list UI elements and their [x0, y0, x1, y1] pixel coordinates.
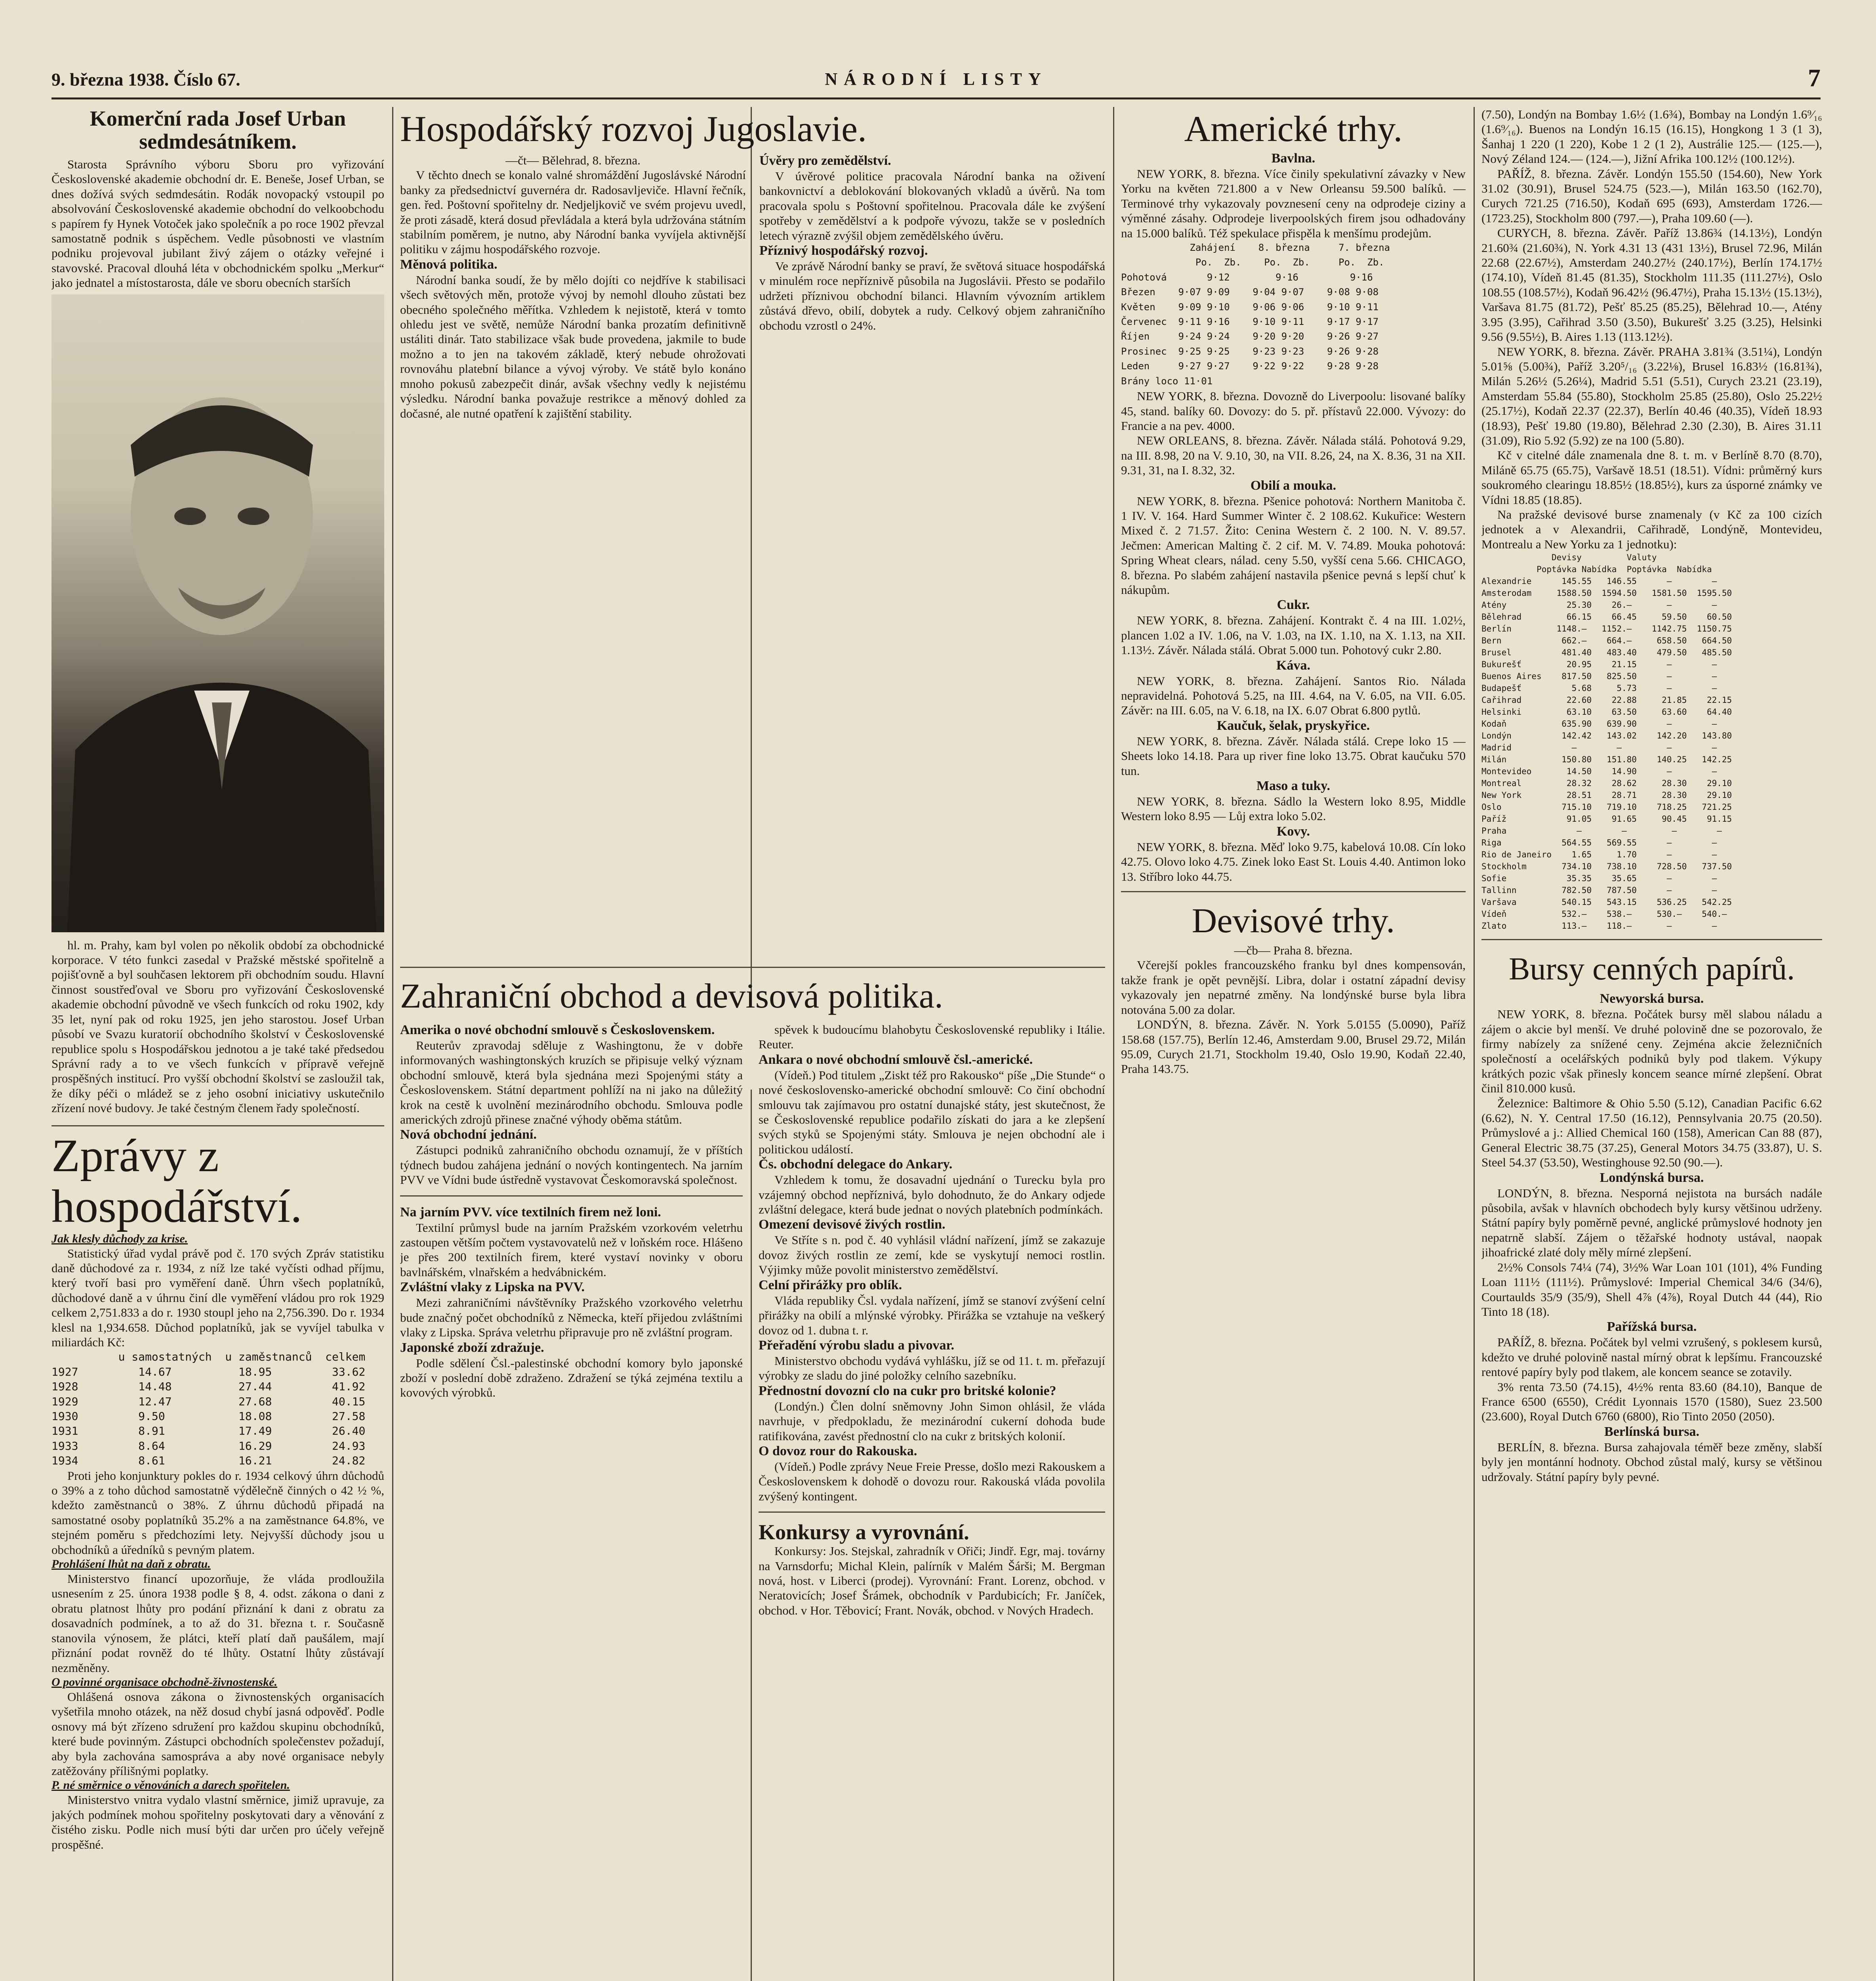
column-1	[51, 107, 384, 1981]
page-header	[51, 63, 1821, 95]
article-text: BERLÍN, 8. března. Bursa zahajovala téměř beze změny, slabší byly jen montánní hodnoty. Obchod zůstal malý, kursy se většinou udržovaly. Státní papíry byly pevné.	[1481, 1440, 1822, 1484]
article-text: (Vídeň.) Podle zprávy Neue Freie Presse, došlo mezi Rakouskem a Československem k dohodě o dovozu rour. Rakouská vláda povolila zvýšený kontingent.	[759, 1459, 1105, 1503]
fx-table-row: Vídeň 532.— 538.— 530.— 540.—	[1481, 909, 1727, 919]
subheading: Úvěry pro zemědělství.	[759, 153, 891, 168]
fx-table-row: Rio de Janeiro 1.65 1.70 — —	[1481, 850, 1717, 860]
subheading: Celní přirážky pro oblík.	[759, 1277, 902, 1292]
subheading: Maso a tuky.	[1256, 779, 1331, 794]
fx-table-header: Poptávka Nabídka Poptávka Nabídka	[1481, 565, 1712, 574]
fx-table-row: New York 28.51 28.71 28.30 29.10	[1481, 790, 1732, 800]
item-text: Proti jeho konjunktury pokles do r. 1934 celkový úhrn důchodů o 39% a z toho důchod samostatně výdělečně činných o 42 ½ %, kdežto zaměstnanců o 38%. Z úhrnu důchodů připadá na samostatné osoby poplatníků 35.2% a na zaměstnance 64.8%, ve stejném poměru s předchozími lety. Nejvyšší důchody jsou u obchodníků a úředníků s pevným platem.	[51, 1468, 384, 1557]
article-text: (Vídeň.) Pod titulem „Ziskt též pro Rakousko“ píše „Die Stunde“ o nové československo-americké obchodní smlouvě: Co činí obchodní smlouvu tak zajímavou pro ostatní dunajské státy, jest skutečnost, že se Československé republice podařilo získati do jara a ke zlepšení svých styků se Spojenými státy. Smlouva je nejen obchodní ale i politickou událostí.	[759, 1068, 1105, 1156]
fx-table-row: Oslo 715.10 719.10 718.25 721.25	[1481, 802, 1732, 812]
cotton-table-row: Pohotová 9·12 9·16 9·16	[1121, 271, 1373, 283]
income-table-header: u samostatných u zaměstnanců celkem	[51, 1350, 366, 1364]
subheading: Přednostní dovozní clo na cukr pro britské kolonie?	[759, 1383, 1056, 1398]
article-text: V úvěrové politice pracovala Národní banka na oživení bankovnictví a deblokování blokovaných vkladů a úvěrů. Na tom pracovala spolu s Poštovní spořitelnou. Pracovala dále ke zvýšení spotřeby v zemědělství a k podpoře vývozu, takže se v posledních letech výrazně zvýšil objem zemědělského úvěru.	[759, 169, 1105, 242]
article-text: NEW YORK, 8. března. Zahájení. Kontrakt č. 4 na III. 1.02½, plancen 1.02 a IV. 1.06, na V. 1.03, na IX. 1.10, na X. 1.13, na XII. 1.13½. Závěr. Nálada stálá. Obrat 5.000 tun. Pohotový cukr 2.80.	[1121, 613, 1466, 657]
article-text: NEW ORLEANS, 8. března. Závěr. Nálada stálá. Pohotová 9.29, na III. 8.98, 20 na V. 9.10, 30, na VII. 8.26, 24, na X. 8.36, 31 na XII. 9.31, 31, na I. 8.32, 32.	[1121, 433, 1466, 477]
column-5	[1481, 107, 1822, 1981]
dateline: —čt— Bělehrad, 8. března.	[505, 153, 641, 167]
article-title: Bursy cenných papírů.	[1508, 952, 1795, 987]
fx-table-row: Helsinki 63.10 63.50 63.60 64.40	[1481, 707, 1732, 717]
article-text: Reuterův zpravodaj sděluje z Washingtonu, že v dobře informovaných washingtonských kruzích se připisuje velký význam obchodní smlouvě, která byla sjednána mezi Spojenými státy a Československem. Státní department pohlíží na ni jako na důležitý krok na cestě k uvolnění mezinárodního obchodu. Smlouva podle amerických zdrojů přinese značné výhody oběma státům.	[400, 1038, 743, 1127]
article-text: Ve zprávě Národní banky se praví, že světová situace hospodářská v minulém roce nepříznivě působila na Jugoslávii. Přesto se podařilo udržeti příznivou obchodní bilanci. Hlavním vývozním artiklem zůstává dřevo, obilí, dobytek a rudy. Celkový objem zahraničního obchodu vzrostl o 24%.	[759, 259, 1105, 332]
article-text: Národní banka soudí, že by mělo dojíti co nejdříve k stabilisaci všech světových měn, protože vývoj by nemohl dlouho zůstati bez obecného společného měřítka. Vzhledem k nejistotě, která v tomto ohledu jest ve světě, nemůže Národní banka prozatím definitivně ustáliti dinár. Tato stabilizace však bude provedena, jakmile to bude možno a to jen na takovém základě, který nebude ohrožovati rovnováhu platební bilance a vývoj výroby. Ve státě bylo konáno mnoho pokusů zabezpečit dinár, avšak všechny vedly k nejistému výsledku. Národní banka považuje restrikce a měnový dohled za dočasné, ale nutné opatření k zajištění stability.	[400, 273, 746, 420]
article-title: Hospodářský rozvoj Jugoslavie.	[400, 109, 867, 149]
jugoslavie-left	[400, 153, 746, 421]
fx-table-row: Montreal 28.32 28.62 28.30 29.10	[1481, 779, 1732, 788]
income-table-row: 1931 8.91 17.49 26.40	[51, 1424, 366, 1438]
article-text: NEW YORK, 8. března. Měď loko 9.75, kabelová 10.08. Cín loko 42.75. Olovo loko 4.75. Zinek loko East St. Louis 4.40. Antimon loko 13. Stříbro loko 44.75.	[1121, 840, 1466, 884]
cotton-table-header: Po. Zb. Po. Zb. Po. Zb.	[1121, 257, 1384, 268]
cotton-table-row: Květen 9·09 9·10 9·06 9·06 9·10 9·11	[1121, 301, 1379, 313]
income-table-row: 1934 8.61 16.21 24.82	[51, 1454, 366, 1468]
fx-table-row: Alexandrie 145.55 146.55 — —	[1481, 576, 1717, 586]
column-divider	[1474, 107, 1475, 1981]
fx-table-row: Paříž 91.05 91.65 90.45 91.15	[1481, 814, 1732, 824]
article-text: Vzhledem k tomu, že dosavadní ujednání o Turecku byla pro vzájemný obchod nepříznivá, bylo dohodnuto, že do Ankary odjede zvláštní delegace, která bude jednat o nových platebních podmínkách.	[759, 1173, 1105, 1217]
subheading: Cukr.	[1277, 597, 1310, 613]
section-title: Zprávy z hospodářství.	[51, 1129, 302, 1232]
cotton-table-row: Brány loco 11·01	[1121, 375, 1213, 387]
column-3	[759, 1022, 1105, 1981]
article-text: Zástupci podniků zahraničního obchodu oznamují, že v příštích týdnech budou zahájena jednání o nových kontingentech. Na jarním PVV ve Vídni bude ústředně vystavovat Českomoravská společnost.	[400, 1143, 743, 1187]
article-text: V těchto dnech se konalo valné shromáždění Jugoslávské Národní banky za předsednictví guvernéra dr. Radosavljeviče. Hlavní řečník, gen. řed. Poštovní spořitelny dr. Nedjeljkovič ve svém projevu uvedl, že proti zásadě, která dosud převládala a která byla udržována státním stabilním poměrem, je nutno, aby Národní banka vyvíjela aktivnější politiku v zájmu hospodářského rozvoje.	[400, 168, 746, 256]
article-text: Včerejší pokles francouzského franku byl dnes kompensován, takže frank je opět pevnější. Libra, dolar i ostatní západní devisy vykazovaly jen nepatrné změny. Na londýnské burse byla libra notována 5.00 za dolar.	[1121, 958, 1466, 1017]
subheading: Měnová politika.	[400, 257, 498, 272]
section-divider	[1481, 939, 1822, 940]
subheading: Příznivý hospodářský rozvoj.	[759, 243, 928, 258]
article-text: (7.50), Londýn na Bombay 1.6½ (1.6¾), Bombay na Londýn 1.6⁹⁄₁₆ (1.6⁹⁄₁₆). Buenos na Londýn 16.15 (16.15), Hongkong 1 3 (1 3), Šanhaj 1 220 (1 220), Kobe 1 2 (1 2), Austrálie 125.— (125.—), Nový Zéland 124.— (124.—), Jižní Afrika 100.12½ (100.12½).	[1481, 107, 1822, 166]
fx-table-header: Devisy Valuty	[1481, 553, 1657, 563]
subheading: Konkursy a vyrovnání.	[759, 1520, 969, 1544]
article-text: Ve Stříte s n. pod č. 40 vyhlásil vládní nařízení, jímž se zakazuje dovoz živých rostlin ze zemí, kde se vyskytují nemoci rostlin. Výjimky může povolit ministerstvo zemědělství.	[759, 1233, 1105, 1277]
item-title: O povinné organisace obchodně-živnostenské.	[51, 1675, 277, 1689]
article-text: NEW YORK, 8. března. Počátek bursy měl slabou náladu a zájem o akcie byl menší. Ve druhé polovině dne se pozorovalo, že firmy nabízely za snížené ceny. Zejména akcie železničních společností a ocelářských podniků byly pod tlakem. Výkupy krátkých pozic však přinesly koncem seance mírné zlepšení. Obrat činil 810.000 kusů.	[1481, 1007, 1822, 1095]
subheading: Omezení devisové živých rostlin.	[759, 1217, 946, 1232]
cotton-table-row: Říjen 9·24 9·24 9·20 9·20 9·26 9·27	[1121, 331, 1379, 342]
article-text: PAŘÍŽ, 8. března. Závěr. Londýn 155.50 (154.60), New York 31.02 (30.91), Brusel 524.75 (523.—), Milán 163.50 (162.70), Curych 721.25 (716.50), Kodaň 695 (693), Amsterdam 1726.— (1723.25), Stockholm 800 (797.—), Praha 109.60 (—).	[1481, 166, 1822, 225]
fx-table-row: Sofie 35.35 35.65 — —	[1481, 874, 1717, 884]
subheading: Přeřadění výrobu sladu a pivovar.	[759, 1338, 955, 1353]
subheading: Zvláštní vlaky z Lipska na PVV.	[400, 1280, 585, 1295]
income-table-row: 1929 12.47 27.68 40.15	[51, 1395, 366, 1408]
fx-table-row: Madrid — — — —	[1481, 743, 1717, 753]
subheading: Japonské zboží zdražuje.	[400, 1340, 544, 1355]
fx-table-row: Bělehrad 66.15 66.45 59.50 60.50	[1481, 612, 1732, 622]
fx-table-row: Cařihrad 22.60 22.88 21.85 22.15	[1481, 695, 1732, 705]
jugoslavie-article	[400, 107, 1105, 1008]
fx-table-body	[1481, 575, 1822, 932]
subheading: Newyorská bursa.	[1600, 991, 1704, 1006]
article-text: NEW YORK, 8. března. Více činily spekulativní závazky v New Yorku na květen 721.800 a v New Orleansu 59.500 balíků. — Terminové trhy vykazovaly povznesení ceny na odprodeje ciziny a výměnné zásahy. Odprodeje liverpoolských firem jsou odhadovány na 15.000 balíků. Též spekulace přispěla k menšímu prodejům.	[1121, 167, 1466, 240]
column-divider	[751, 1090, 752, 1981]
section-divider	[400, 967, 1105, 968]
subheading: Bavlna.	[1271, 151, 1315, 166]
fx-table-row: Londýn 142.42 143.02 142.20 143.80	[1481, 731, 1732, 741]
subheading: Obilí a mouka.	[1250, 478, 1336, 493]
section-divider	[51, 1125, 384, 1126]
dateline: —čb— Praha 8. března.	[1234, 943, 1353, 958]
article-text: 3% renta 73.50 (74.15), 4½% renta 83.60 (84.10), Banque de France 6500 (6550), Crédit Lyonnais 1570 (1580), Suez 23.500 (23.600), Royal Dutch 6760 (6800), Rio Tinto 2050 (2050).	[1481, 1380, 1822, 1424]
income-table-row: 1930 9.50 18.08 27.58	[51, 1410, 366, 1423]
column-divider	[392, 107, 393, 1981]
article-text: Kč v citelné dále znamenala dne 8. t. m. v Berlíně 8.70 (8.70), Miláně 65.75 (65.75), Varšavě 18.51 (18.51). Vídni: průměrný kurs soukromého clearingu 18.85½ (18.85½), kurs za úsporné známky ve Vídni 18.85 (18.85).	[1481, 448, 1822, 507]
fx-table-row: Varšava 540.15 543.15 536.25 542.25	[1481, 897, 1732, 907]
subheading: Na jarním PVV. více textilních firem než loni.	[400, 1204, 661, 1220]
article-title: sedmdesátníkem.	[139, 130, 297, 153]
jugoslavie-right	[759, 153, 1105, 421]
fx-table-row: Milán 150.80 151.80 140.25 142.25	[1481, 755, 1732, 765]
subheading: Ankara o nové obchodní smlouvě čsl.-americké.	[759, 1052, 1033, 1067]
cotton-table-row: Leden 9·27 9·27 9·22 9·22 9·28 9·28	[1121, 361, 1379, 372]
fx-table-row: Berlín 1148.— 1152.— 1142.75 1150.75	[1481, 624, 1732, 634]
article-text: NEW YORK, 8. března. Sádlo la Western loko 8.95, Middle Western loko 8.95 — Lůj extra loko 5.02.	[1121, 794, 1466, 823]
fx-table-row: Tallinn 782.50 787.50 — —	[1481, 886, 1717, 895]
article-intro: Starosta Správního výboru Sboru pro vyřizování Československé akademie obchodní dr. E. Beneše, Josef Urban, se dnes dožívá svých sedmdesátin. Rodák novopacký vstoupil po absolvování Československé akademie obchodní do velkoobchodu s papírem fy Hynek Votoček jako společník a po roce 1902 převzal samostatně podnik s úspěchem. Vedle působnosti ve vlastním podniku projevoval jubilant živý zájem o otázky veřejné i stavovské. Pracoval dlouhá léta v obchodnickém spolku „Merkur“ jako jednatel a místostarosta, dále ve sboru obecních starších	[51, 157, 384, 290]
article-text: PAŘÍŽ, 8. března. Počátek byl velmi vzrušený, s poklesem kursů, kdežto ve druhé polovině nastal mírný obrat k lepšímu. Francouzské rentové papíry byly pod tlakem, ale koncem seance se zotavily.	[1481, 1335, 1822, 1379]
fx-table-row: Bern 662.— 664.— 658.50 664.50	[1481, 636, 1732, 646]
article-text: NEW YORK, 8. března. Zahájení. Santos Rio. Nálada nepravidelná. Pohotová 5.25, na III. 4.64, na V. 6.05, na VII. 6.05. Závěr: na III. 6.05, na V. 6.18, na IX. 6.07 Obrat 6.800 pytlů.	[1121, 674, 1466, 718]
subheading: Káva.	[1276, 658, 1310, 673]
article-text: (Londýn.) Člen dolní sněmovny John Simon ohlásil, že vláda navrhuje, v předpokladu, že mezinárodní cukerní dohoda bude ratifikována, zavést přednostní clo na cukr z britských kolonií.	[759, 1399, 1105, 1443]
article-text: LONDÝN, 8. března. Nesporná nejistota na bursách nadále působila, avšak v hlavních obchodech byly kursy většinou udrženy. Státní papíry byly poměrně pevné, anglické průmyslové hodnoty jen nepatrně slabší. Zájem o těžařské hodnoty ustával, naopak jihoafrické zlaté doly měly mírné zlepšení.	[1481, 1186, 1822, 1260]
fx-table-row: Riga 564.55 569.55 — —	[1481, 838, 1717, 848]
item-text: Ministerstvo vnitra vydalo vlastní směrnice, jimiž upravuje, za jakých podmínek mohou spořitelny poskytovati dary a věnování z čistého zisku. Podle nich musí býti dar určen pro účely veřejně prospěšné.	[51, 1793, 384, 1851]
masthead: NÁRODNÍ LISTY	[825, 69, 1047, 89]
item-text: Ohlášená osnova zákona o živnostenských organisacích vyšetřila mnoho otázek, na něž dosud chybí jasná odpověď. Podle osnovy má být zřízeno sdružení pro každou skupinu obchodníků, které bude povinným. Zástupci obchodních společenstev požadují, aby byla zachována samospráva a aby nové organisace nebyly zatěžovány přílišnými poplatky.	[51, 1689, 384, 1778]
column-divider	[1113, 107, 1114, 1981]
item-text: Ministerstvo financí upozorňuje, že vláda prodloužila usnesením z 25. února 1938 podle § 8, 4. odst. zákona o dani z obratu platnost lhůty pro podání přiznání k dani z obratu za dosavadních podmínek, a to až do 31. března t. r. Současně stanovila výnosem, že plátci, kteří platí daň paušálem, mají přiznání podat rovněž do té lhůty. Ostatní lhůty zůstávají nezměněny.	[51, 1572, 384, 1675]
table-caption: Na pražské devisové burse znamenaly (v Kč za 100 cizích jednotek a v Alexandrii, Cařihradě, Londýně, Montevideu, Montrealu a New Yorku za 1 jednotku):	[1481, 507, 1822, 551]
section-divider	[759, 1512, 1105, 1513]
issue-date: 9. března 1938. Číslo 67.	[51, 69, 240, 90]
article-text: Textilní průmysl bude na jarním Pražském vzorkovém veletrhu zastoupen větším počtem vystavovatelů než v loňském roce. Hlášeno je přes 200 textilních firem, které vystaví novinky v oboru bavlnářském, vlnařském a hedvábnickém.	[400, 1220, 743, 1279]
page-number: 7	[1808, 64, 1821, 92]
article-text: Konkursy: Jos. Stejskal, zahradník v Ořiči; Jindř. Egr, maj. továrny na Varnsdorfu; Michal Klein, palírník v Malém Šárši; M. Bergman nová, host. v Liberci (prodej). Vyrovnání: Frant. Lorenz, obchod. v Neratovicích; Josef Šrámek, obchodník v Pardubicích; Fr. Janíček, obchod. v Hor. Těbovicí; Frant. Novák, obchod. v Nových Hradech.	[759, 1544, 1105, 1617]
article-title: Komerční rada Josef Urban	[90, 107, 346, 130]
fx-table-row: Praha — — — —	[1481, 826, 1722, 836]
article-text: NEW YORK, 8. března. Závěr. Nálada stálá. Crepe loko 15 — Sheets loko 14.18. Para up river fine loko 13.75. Obrat kaučuku 570 tun.	[1121, 734, 1466, 778]
subheading: Čs. obchodní delegace do Ankary.	[759, 1157, 953, 1172]
fx-table-row: Stockholm 734.10 738.10 728.50 737.50	[1481, 862, 1732, 872]
subheading: Berlínská bursa.	[1604, 1424, 1699, 1439]
article-text: CURYCH, 8. března. Závěr. Paříž 13.86¾ (14.13½), Londýn 21.60¾ (21.60¾), N. York 4.31 13 (431 13½), Brusel 72.96, Milán 22.68 (22.67½), Amsterdam 240.27½ (240.17½), Berlín 174.17½ (174.10), Vídeň 81.45 (81.35), Stockholm 111.35 (111.27½), Oslo 108.55 (108.57½), Kodaň 96.42½ (96.47½), Praha 15.13½ (15.13½), Varšava 81.75 (81.72), Pešť 85.25 (85.25), Bělehrad 10.—, Atény 3.95 (3.95), Cařihrad 3.50 (3.50), Bukurešť 3.25 (3.25), Helsinki 9.56 (9.55½), B. Aires 1.13 (113.12½).	[1481, 226, 1822, 344]
cotton-table-header: Zahájení 8. března 7. března	[1121, 242, 1390, 254]
article-body: hl. m. Prahy, kam byl volen po několik období za obchodnické korporace. V této funkci zasedal v Pražské městské spořitelně a pojišťovně a byl souhčasen lektorem při obchodním soudu. Hlavní činnost soustřeďoval ve Sboru pro vyřizování Československé akademie obchodní původně ve všech funkcích od roku 1902, kdy 35 let, nyní pak od roku 1925, jen jeho starostou. Josef Urban působí ve Svazu kuratorií obchodního školství v Československé republice spolu s Hospodářskou jednotou a je také také předsedou Správní rady a to ve všech funkcích v přípravě veřejně prospěšných institucí. Pro vyšší obchodní školství se zasloužil tak, že díky péči o mládež se z jeho osobní iniciativy uskutečnilo zřízení nové budovy. Je také čestným členem řady společností.	[51, 938, 384, 1115]
portrait-photo	[51, 294, 384, 932]
cotton-table-row: Březen 9·07 9·09 9·04 9·07 9·08 9·08	[1121, 286, 1379, 298]
fx-table-row: Amsterodam 1588.50 1594.50 1581.50 1595.50	[1481, 588, 1732, 598]
item-title: Prohlášení lhůt na daň z obratu.	[51, 1557, 211, 1571]
article-text: Podle sdělení Čsl.-palestinské obchodní komory bylo japonské zboží v poslední době zdraženo. Zdražení se týká zejména textilu a kovových výrobků.	[400, 1356, 743, 1400]
column-4	[1121, 107, 1466, 1981]
subheading: Kaučuk, šelak, pryskyřice.	[1216, 718, 1370, 733]
header-rule	[51, 97, 1821, 99]
fx-table-row: Zlato 113.— 118.— — —	[1481, 921, 1717, 931]
article-title: Americké trhy.	[1184, 109, 1403, 149]
income-table-row: 1927 14.67 18.95 33.62	[51, 1365, 366, 1378]
article-text: NEW YORK, 8. března. Dovozně do Liverpoolu: lisované balíky 45, stand. balíky 60. Dovozy: do 5. př. přístavů 22.000. Vývozy: do Francie a na pev. 4000.	[1121, 389, 1466, 433]
article-text: NEW YORK, 8. března. Závěr. PRAHA 3.81¾ (3.51¼), Londýn 5.01⅝ (5.00¾), Paříž 3.20⁵/₁₆ (3.22⅛), Brusel 16.83½ (16.81¾), Milán 5.26½ (5.26¼), Madrid 5.51 (5.51), Curych 23.21 (23.19), Amsterdam 55.84 (55.80), Stockholm 25.85 (25.80), Oslo 25.22½ (25.17½), Kodaň 22.37 (22.37), Berlín 40.46 (40.35), Vídeň 18.93 (18.93), Pešť 19.80 (19.80), Bělehrad 2.30 (2.30), B. Aires 31.11 (31.09), Rio 5.92 (5.92) ze na 100 (5.80).	[1481, 344, 1822, 447]
fx-table-row: Kodaň 635.90 639.90 — —	[1481, 719, 1717, 729]
item-title: P. né směrnice o věnováních a darech spořitelen.	[51, 1779, 290, 1792]
article-text: 2½% Consols 74¼ (74), 3½% War Loan 101 (101), 4% Funding Loan 111½ (111½). Průmyslové: Imperial Chemical 34/6 (34/6), Courtaulds 35/9 (35/9), Shell 4⅞ (4⅞), Royal Dutch 44 (44), Rio Tinto 18 (18).	[1481, 1260, 1822, 1319]
item-title: Jak klesly důchody za krise.	[51, 1232, 188, 1245]
item-text: Statistický úřad vydal právě pod č. 170 svých Zpráv statistiku daně důchodové za r. 1934, z níž lze také vyčísti odhad příjmu, který tvoří basi pro vyměření daně. Úhrn všech poplatníků, důchodové daně a v úhrnu činí dle vyměření vládou pro rok 1929 celkem 2,751.833 a do r. 1930 stoupl jeho na 2,756.390. Do r. 1934 klesl na 1,934.658. Důchod poplatníků, jak se vyvíjel tabulka v miliardách Kč:	[51, 1246, 384, 1349]
cotton-table-row: Červenec 9·11 9·16 9·10 9·11 9·17 9·17	[1121, 316, 1379, 328]
article-text: LONDÝN, 8. března. Závěr. N. York 5.0155 (5.0090), Paříž 158.68 (157.75), Berlín 12.46, Amsterdam 9.00, Brusel 29.72, Milán 95.09, Curych 21.71, Stockholm 19.40, Oslo 19.90, Kodaň 22.40, Praha 143.75.	[1121, 1017, 1466, 1076]
article-text: NEW YORK, 8. března. Pšenice pohotová: Northern Manitoba č. 1 IV. V. 164. Hard Summer Winter č. 2 108.62. Kukuřice: Western Mixed č. 2 71.57. Žito: Cenina Western č. 2 100. N. V. 89.57. Ječmen: American Malting č. 2 cif. M. V. 74.89. Mouka pohotová: Spring Wheat clears, nálad. ceny 5.50, vyšší cena 5.66. CHICAGO, 8. března. Po slabém zahájení nastavila pšenice pevná s lepší chuť k nákupům.	[1121, 494, 1466, 597]
section-divider	[1121, 891, 1466, 892]
subheading: Pařížská bursa.	[1607, 1319, 1697, 1334]
income-table-row: 1928 14.48 27.44 41.92	[51, 1380, 366, 1393]
fx-table-row: Brusel 481.40 483.40 479.50 485.50	[1481, 648, 1732, 658]
subheading: Nová obchodní jednání.	[400, 1127, 537, 1142]
cotton-table-row: Prosinec 9·25 9·25 9·23 9·23 9·26 9·28	[1121, 345, 1379, 357]
article-title: Devisové trhy.	[1192, 902, 1395, 941]
article-text: Mezi zahraničními návštěvníky Pražského vzorkového veletrhu bude značný počet obchodníků z Německa, kteří přijedou zvláštními vlaky z Lipska. Správa veletrhu připravuje pro ně zvláštní program.	[400, 1296, 743, 1340]
fx-table-row: Atény 25.30 26.— — —	[1481, 600, 1717, 610]
fx-table-row: Budapešť 5.68 5.73 — —	[1481, 683, 1717, 693]
section-divider	[400, 1195, 743, 1197]
article-text: spěvek k budoucímu blahobytu Československé republiky i Itálie. Reuter.	[759, 1023, 1105, 1052]
column-2	[400, 1022, 743, 1981]
article-text: Železnice: Baltimore & Ohio 5.50 (5.12), Canadian Pacific 6.62 (6.62), N. Y. Central 17.50 (16.12), Pennsylvania 20.75 (20.50). Průmyslové a j.: Allied Chemical 160 (158), American Can 88 (87), General Electric 38.75 (37.25), General Motors 34.75 (33.87), U. S. Steel 54.37 (53.50), Westinghouse 92.50 (90.—).	[1481, 1096, 1822, 1170]
income-table-row: 1933 8.64 16.29 24.93	[51, 1439, 366, 1452]
subheading: O dovoz rour do Rakouska.	[759, 1443, 917, 1458]
article-text: Vláda republiky Čsl. vydala nařízení, jímž se stanoví zvýšení celní přirážky na obilí a mlýnské výrobky. Přirážka se vztahuje na veškerý dovoz od 1. dubna t. r.	[759, 1293, 1105, 1337]
portrait-image	[51, 294, 384, 932]
fx-table-row: Montevideo 14.50 14.90 — —	[1481, 767, 1717, 777]
subheading: Kovy.	[1276, 824, 1310, 839]
subheading: Amerika o nové obchodní smlouvě s Československem.	[400, 1023, 715, 1037]
fx-table-row: Buenos Aires 817.50 825.50 — —	[1481, 672, 1717, 681]
article-title: Zahraniční obchod a devisová politika.	[400, 977, 943, 1015]
fx-table-row: Bukurešť 20.95 21.15 — —	[1481, 660, 1717, 670]
article-text: Ministerstvo obchodu vydává vyhlášku, jíž se od 11. t. m. přeřazují výrobky ze sladu do jiné položky celního sazebníku.	[759, 1353, 1105, 1383]
subheading: Londýnská bursa.	[1600, 1170, 1704, 1185]
